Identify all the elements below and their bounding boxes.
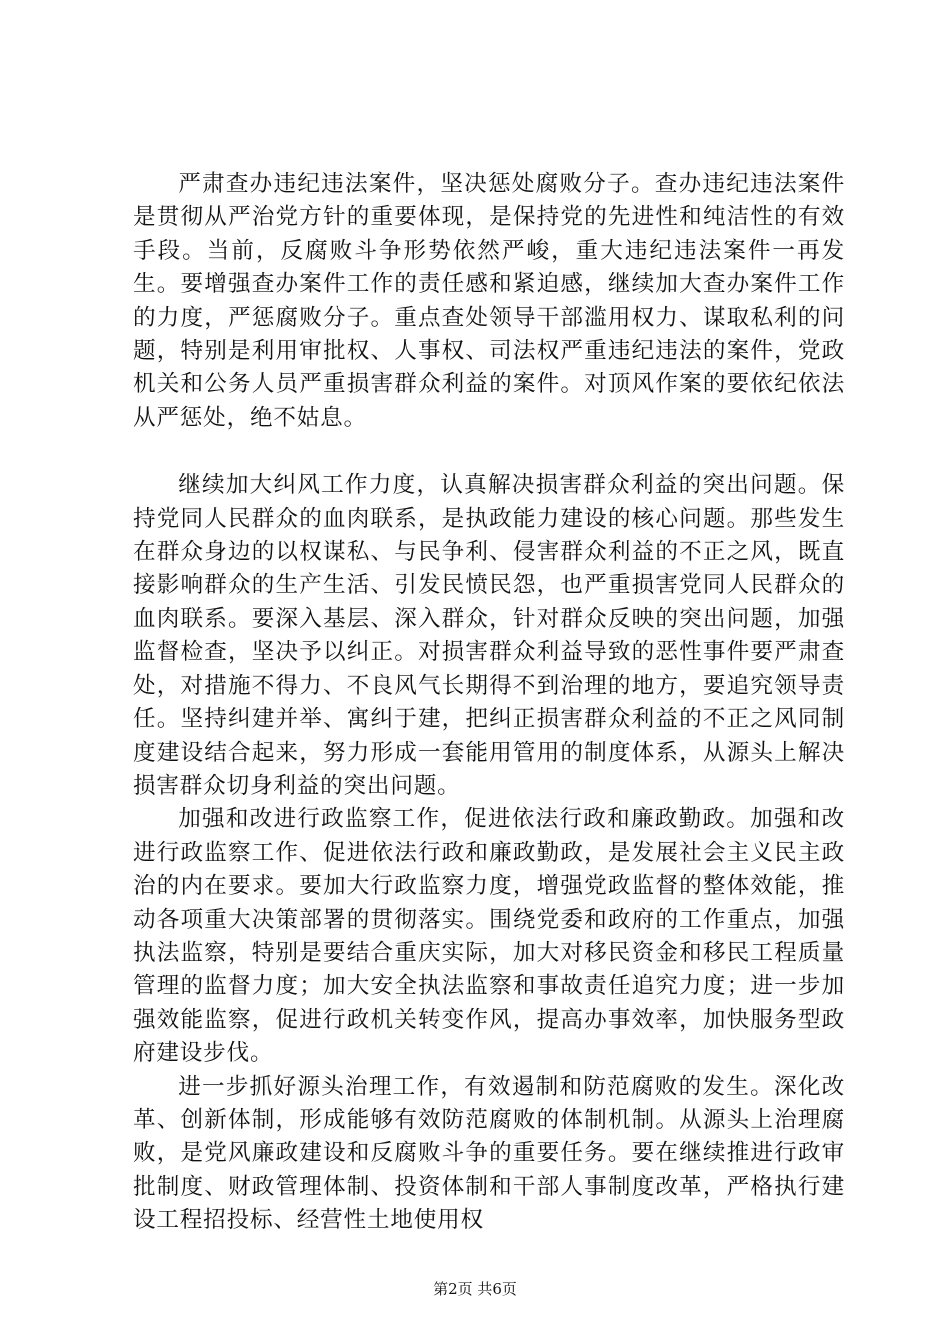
paragraph-3: 加强和改进行政监察工作，促进依法行政和廉政勤政。加强和改进行政监察工作、促进依法行政和廉政勤政，是发展社会主义民主政治的内在要求。要加大行政监察力度，增强党政监督的整体效能，推动各项重大决策部署的贯彻落实。围绕党委和政府的工作重点，加强执法监察，特别是要结合重庆实际，加大对移民资金和移民工程质量管理的监督力度；加大安全执法监察和事故责任追究力度；进一步加强效能监察，促进行政机关转变作风，提高办事效率，加快服务型政府建设步伐。 bbox=[133, 806, 845, 1067]
paragraph-gap bbox=[133, 435, 845, 469]
paragraph-4: 进一步抓好源头治理工作，有效遏制和防范腐败的发生。深化改革、创新体制，形成能够有效防范腐败的体制机制。从源头上治理腐败，是党风廉政建设和反腐败斗争的重要任务。要在继续推进行政审批制度、财政管理体制、投资体制和干部人事制度改革，严格执行建设工程招投标、经营性土地使用权 bbox=[133, 1073, 845, 1234]
paragraph-1: 严肃查办违纪违法案件，坚决惩处腐败分子。查办违纪违法案件是贯彻从严治党方针的重要体现，是保持党的先进性和纯洁性的有效手段。当前，反腐败斗争形势依然严峻，重大违纪违法案件一再发生。要增强查办案件工作的责任感和紧迫感，继续加大查办案件工作的力度，严惩腐败分子。重点查处领导干部滥用权力、谋取私利的问题，特别是利用审批权、人事权、司法权严重违纪违法的案件，党政机关和公务人员严重损害群众利益的案件。对顶风作案的要依纪依法从严惩处，绝不姑息。 bbox=[133, 171, 845, 431]
paragraph-2: 继续加大纠风工作力度，认真解决损害群众利益的突出问题。保持党同人民群众的血肉联系，是执政能力建设的核心问题。那些发生在群众身边的以权谋私、与民争利、侵害群众利益的不正之风，既直接影响群众的生产生活、引发民愤民怨，也严重损害党同人民群众的血肉联系。要深入基层、深入群众，针对群众反映的突出问题，加强监督检查，坚决予以纠正。对损害群众利益导致的恶性事件要严肃查处，对措施不得力、不良风气长期得不到治理的地方，要追究领导责任。坚持纠建并举、寓纠于建，把纠正损害群众利益的不正之风同制度建设结合起来，努力形成一套能用管用的制度体系，从源头上解决损害群众切身利益的突出问题。 bbox=[133, 472, 845, 799]
page-footer: 第2页 共6页 bbox=[433, 1280, 517, 1298]
document-body bbox=[133, 168, 845, 1238]
